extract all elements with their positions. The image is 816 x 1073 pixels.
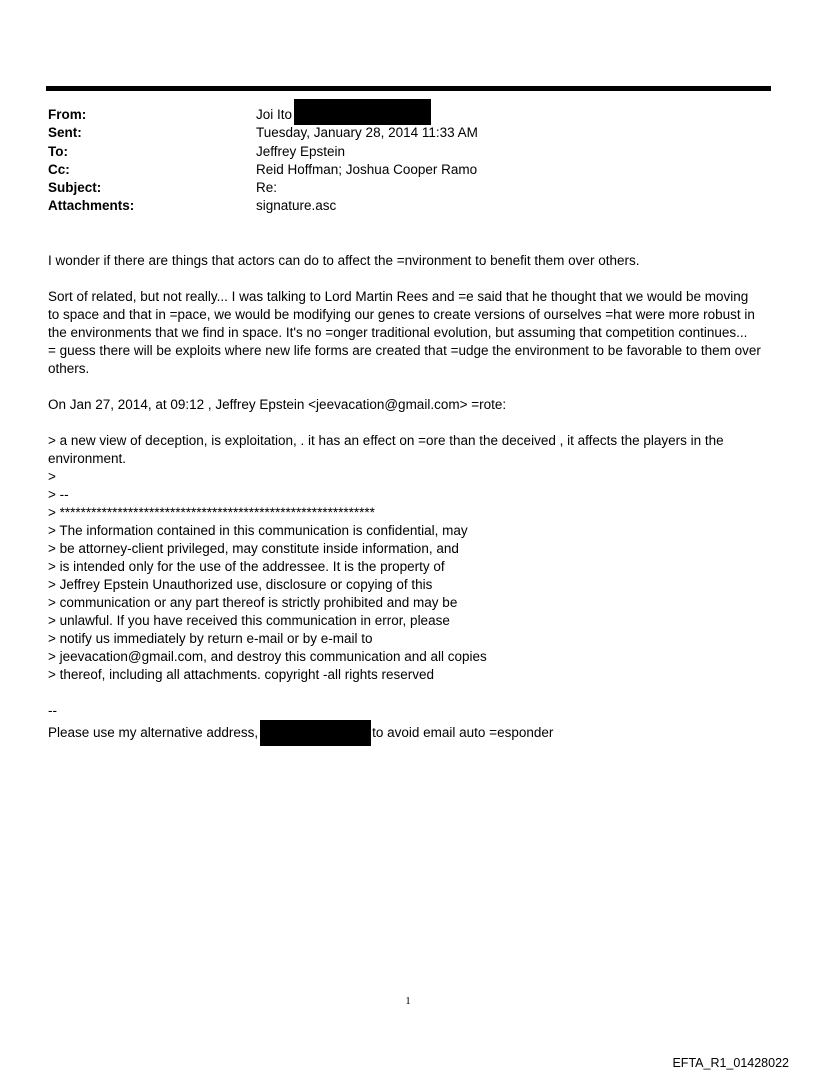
header-value-subject: Re: [256,180,278,196]
header-label-subject: Subject: [48,180,102,196]
header-row-from [48,106,768,124]
body-paragraph-2-line: = guess there will be exploits where new life forms are created that =udge the environment to be favorable to them over [48,343,761,358]
quoted-line: > ************************************************************ [48,505,375,520]
header-value-attachments: signature.asc [256,198,337,214]
page-number: 1 [405,995,411,1007]
header-value-sent: Tuesday, January 28, 2014 11:33 AM [256,125,478,141]
body-paragraph-2-line: to space and that in =pace, we would be modifying our genes to create versions of ourselves =hat were more robust in [48,307,755,322]
quoted-line: > is intended only for the use of the addressee. It is the property of [48,559,445,574]
header-row-attachments [48,197,768,215]
signature-text-after: to avoid email auto =esponder [372,725,554,740]
quote-header: On Jan 27, 2014, at 09:12 , Jeffrey Epstein <jeevacation@gmail.com> =rote: [48,397,507,412]
header-value-from: Joi Ito [256,107,293,122]
header-value-cc: Reid Hoffman; Joshua Cooper Ramo [256,161,478,177]
header-label-attachments: Attachments: [48,198,135,214]
quoted-line: > [48,469,56,484]
email-headers [48,106,768,216]
quoted-line: > a new view of deception, is exploitation, . it has an effect on =ore than the deceived , it affects the players in the [48,433,724,448]
redaction-box [260,720,371,746]
quoted-line: > communication or any part thereof is strictly prohibited and may be [48,595,458,610]
quoted-line: > -- [48,487,69,502]
body-paragraph-2-line: others. [48,361,90,376]
quoted-line: > unlawful. If you have received this communication in error, please [48,613,450,628]
header-value-to: Jeffrey Epstein [256,143,346,159]
quoted-line: > thereof, including all attachments. copyright -all rights reserved [48,667,435,682]
signature-line [48,720,773,746]
header-row-cc [48,161,768,179]
redaction-box [294,99,431,125]
quoted-line: > The information contained in this communication is confidential, may [48,523,468,538]
header-row-sent [48,124,768,142]
header-label-sent: Sent: [48,125,82,141]
header-row-subject [48,179,768,197]
header-label-to: To: [48,143,68,159]
quoted-line: > be attorney-client privileged, may constitute inside information, and [48,541,459,556]
header-divider-rule [46,86,771,91]
header-label-cc: Cc: [48,161,70,177]
quoted-line: > Jeffrey Epstein Unauthorized use, disclosure or copying of this [48,577,433,592]
signature-separator: -- [48,703,57,718]
document-id: EFTA_R1_01428022 [672,1056,789,1070]
quoted-line: environment. [48,451,127,466]
body-paragraph-2-line: the environments that we find in space. It's no =onger traditional evolution, but assuming that competition continues... [48,325,748,340]
body-paragraph-1: I wonder if there are things that actors can do to affect the =nvironment to benefit them over others. [48,253,640,268]
signature-text-before: Please use my alternative address, [48,725,259,740]
quoted-line: > notify us immediately by return e-mail or by e-mail to [48,631,373,646]
header-row-to [48,143,768,161]
email-body [48,252,773,746]
header-label-from: From: [48,107,87,122]
quoted-line: > jeevacation@gmail.com, and destroy this communication and all copies [48,649,487,664]
body-paragraph-2-line: Sort of related, but not really... I was talking to Lord Martin Rees and =e said that he thought that we would be moving [48,289,749,304]
